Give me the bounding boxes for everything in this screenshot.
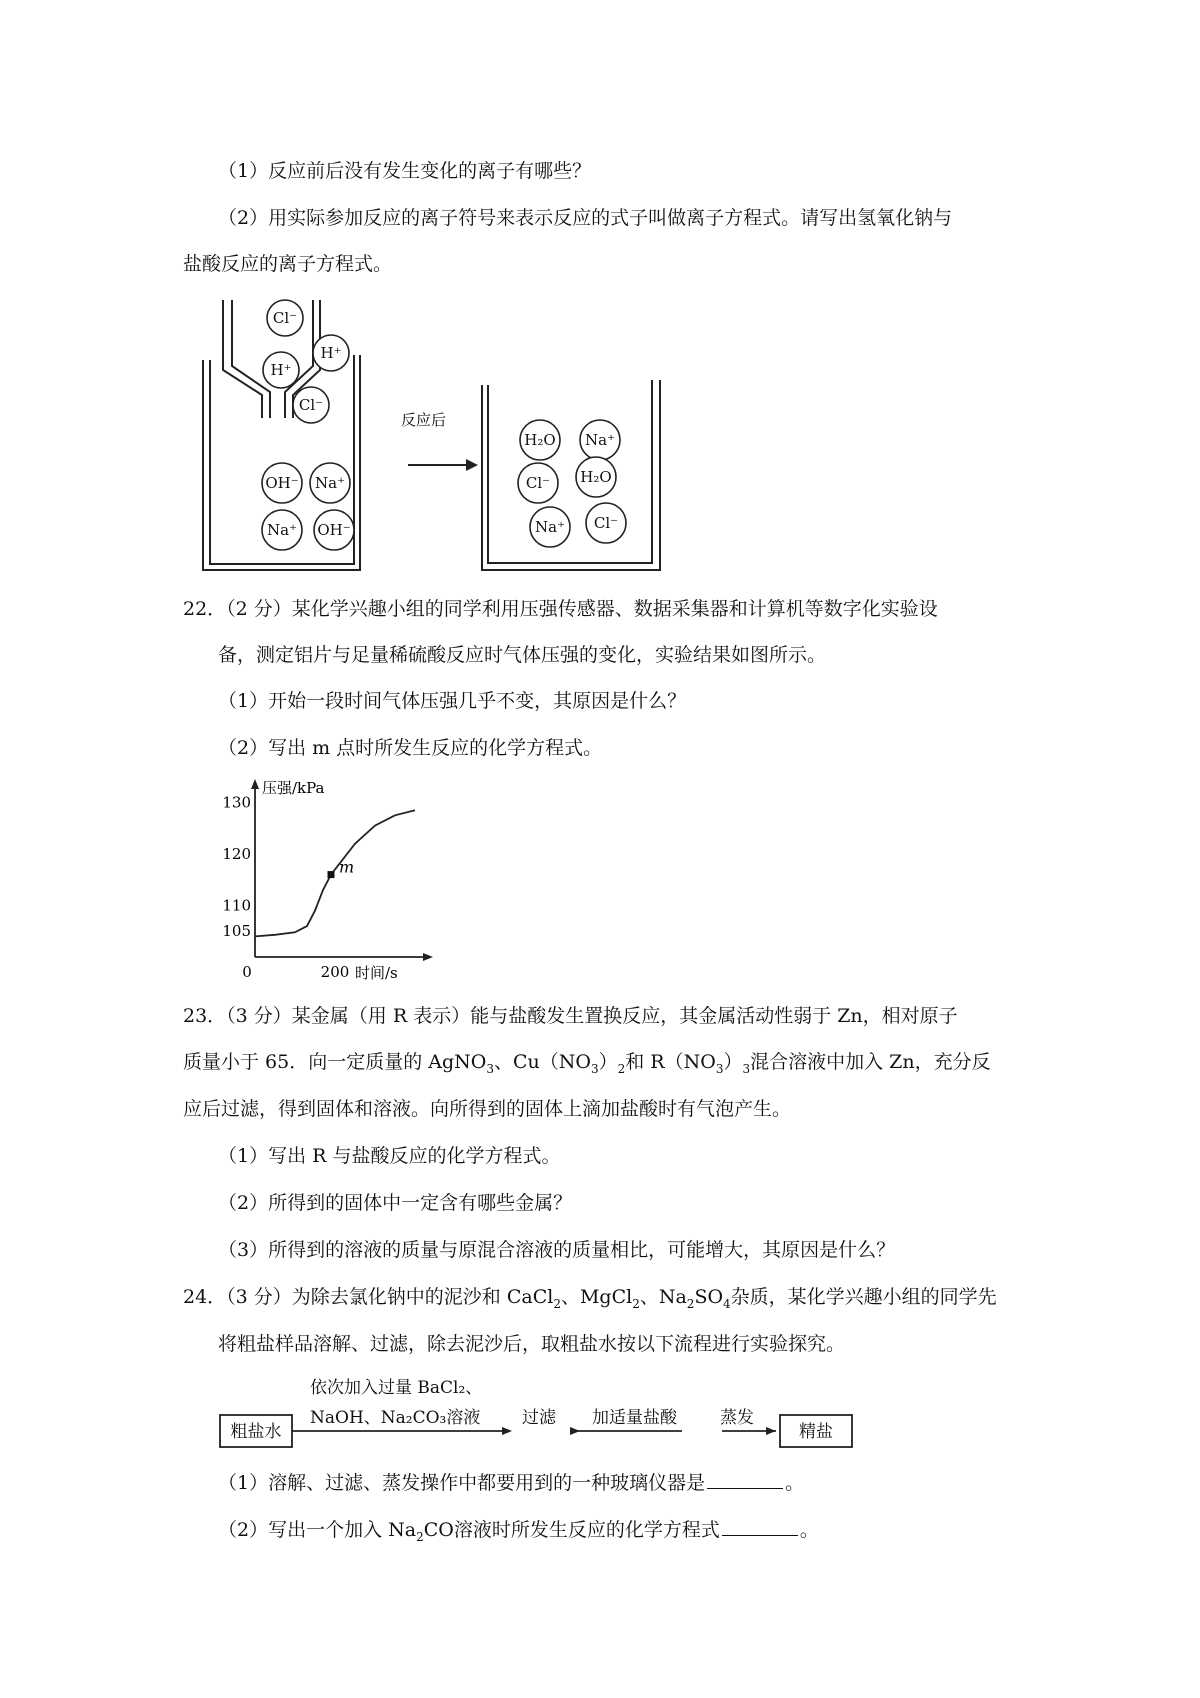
- q23-sub3: （3）所得到的溶液的质量与原混合溶液的质量相比，可能增大，其原因是什么？: [218, 1239, 896, 1261]
- y-axis-label: 压强/kPa: [262, 779, 325, 797]
- point-m-label: m: [339, 857, 355, 877]
- reaction-diagram: [0, 0, 1200, 600]
- ion-circle: [262, 463, 302, 503]
- q24-line2: 将粗盐样品溶解、过滤，除去泥沙后，取粗盐水按以下流程进行实验探究。: [218, 1333, 846, 1355]
- q22-sub1: （1）开始一段时间气体压强几乎不变，其原因是什么？: [218, 690, 687, 712]
- flow-step2: 过滤: [522, 1408, 556, 1428]
- q23-line2: 质量小于 65．向一定质量的 AgNO$_3$、$Cu(NO_3)_2$和 $R(NO_3)_3$混合溶液中加入 Zn，充分反: [183, 1051, 991, 1076]
- pressure-chart: [222, 775, 440, 985]
- ion-circle: [530, 507, 570, 547]
- answer-blank-2[interactable]: [722, 1517, 798, 1536]
- svg-text:Cl⁻: Cl⁻: [298, 396, 324, 414]
- q23-line1: 23．（3 分）某金属（用 R 表示）能与盐酸发生置换反应，其金属活动性弱于 Zn，相对原子: [183, 1005, 958, 1027]
- x-tick-label: 0: [242, 963, 252, 981]
- answer-blank-1[interactable]: [707, 1470, 783, 1489]
- x-axis-label: 时间/s: [355, 964, 398, 982]
- x-tick-label: 200: [320, 963, 350, 981]
- svg-text:OH⁻: OH⁻: [317, 521, 351, 539]
- svg-text:H⁺: H⁺: [320, 344, 342, 362]
- q22-line2: 备，测定铝片与足量稀硫酸反应时气体压强的变化，实验结果如图所示。: [218, 644, 827, 666]
- ion-circle: [310, 463, 350, 503]
- y-tick-label: 120: [222, 844, 251, 863]
- q24-line1: 24．（3 分）为除去氯化钠中的泥沙和 CaCl$_2$、MgCl$_2$、$Na_2SO_4$杂质，某化学兴趣小组的同学先: [183, 1286, 997, 1311]
- ion-circle: [520, 420, 560, 460]
- q23-sub1: （1）写出 R 与盐酸反应的化学方程式。: [218, 1145, 561, 1167]
- svg-text:Na⁺: Na⁺: [535, 518, 565, 536]
- flow-end-box: 精盐: [799, 1422, 833, 1442]
- ion-circle: [518, 463, 558, 503]
- ion-circle: [267, 300, 303, 336]
- svg-text:Cl⁻: Cl⁻: [593, 514, 619, 532]
- q21-sub2-line1: （2）用实际参加反应的离子符号来表示反应的式子叫做离子方程式。请写出氢氧化钠与: [218, 207, 953, 229]
- ion-circle: [576, 457, 616, 497]
- ion-circle: [262, 510, 302, 550]
- flow-step3: 加适量盐酸: [592, 1408, 677, 1428]
- flow-start-box: 粗盐水: [230, 1422, 282, 1442]
- q22-sub2: （2）写出 m 点时所发生反应的化学方程式。: [218, 737, 603, 759]
- arrow-label: 反应后: [401, 411, 447, 429]
- process-flow: [0, 1370, 1200, 1450]
- svg-text:Na⁺: Na⁺: [585, 431, 615, 449]
- svg-text:H₂O: H₂O: [524, 431, 556, 449]
- q23-line3: 应后过滤，得到固体和溶液。向所得到的固体上滴加盐酸时有气泡产生。: [183, 1098, 792, 1120]
- y-tick-label: 110: [222, 896, 251, 915]
- q24-sub2: （2）写出一个加入 $Na_2CO$溶液时所发生反应的化学方程式 。: [218, 1519, 819, 1544]
- q21-sub1: （1）反应前后没有发生变化的离子有哪些？: [218, 160, 592, 182]
- svg-text:Na⁺: Na⁺: [315, 474, 345, 492]
- q21-sub2-line2: 盐酸反应的离子方程式。: [183, 253, 393, 275]
- q23-sub2: （2）所得到的固体中一定含有哪些金属？: [218, 1192, 573, 1214]
- point-m-marker: [328, 871, 335, 878]
- flow-step1-bottom: NaOH、Na₂CO₃溶液: [310, 1408, 481, 1428]
- ion-circle: [313, 335, 349, 371]
- svg-text:Na⁺: Na⁺: [267, 521, 297, 539]
- y-tick-label: 105: [222, 922, 251, 941]
- pressure-curve: [255, 810, 415, 936]
- svg-text:H⁺: H⁺: [270, 361, 292, 379]
- ion-circle: [580, 420, 620, 460]
- q22-line1: 22．（2 分）某化学兴趣小组的同学利用压强传感器、数据采集器和计算机等数字化实验设: [183, 598, 938, 620]
- y-tick-label: 130: [222, 793, 251, 812]
- svg-text:Cl⁻: Cl⁻: [525, 474, 551, 492]
- ion-circle: [263, 352, 299, 388]
- flow-step4: 蒸发: [720, 1408, 754, 1428]
- q24-sub1: （1）溶解、过滤、蒸发操作中都要用到的一种玻璃仪器是 。: [218, 1472, 805, 1494]
- svg-text:OH⁻: OH⁻: [265, 474, 299, 492]
- ion-circle: [586, 503, 626, 543]
- svg-text:H₂O: H₂O: [580, 468, 612, 486]
- ion-circle: [293, 387, 329, 423]
- flow-step1-top: 依次加入过量 BaCl₂、: [310, 1378, 483, 1398]
- ion-circle: [314, 510, 354, 550]
- svg-text:Cl⁻: Cl⁻: [272, 309, 298, 327]
